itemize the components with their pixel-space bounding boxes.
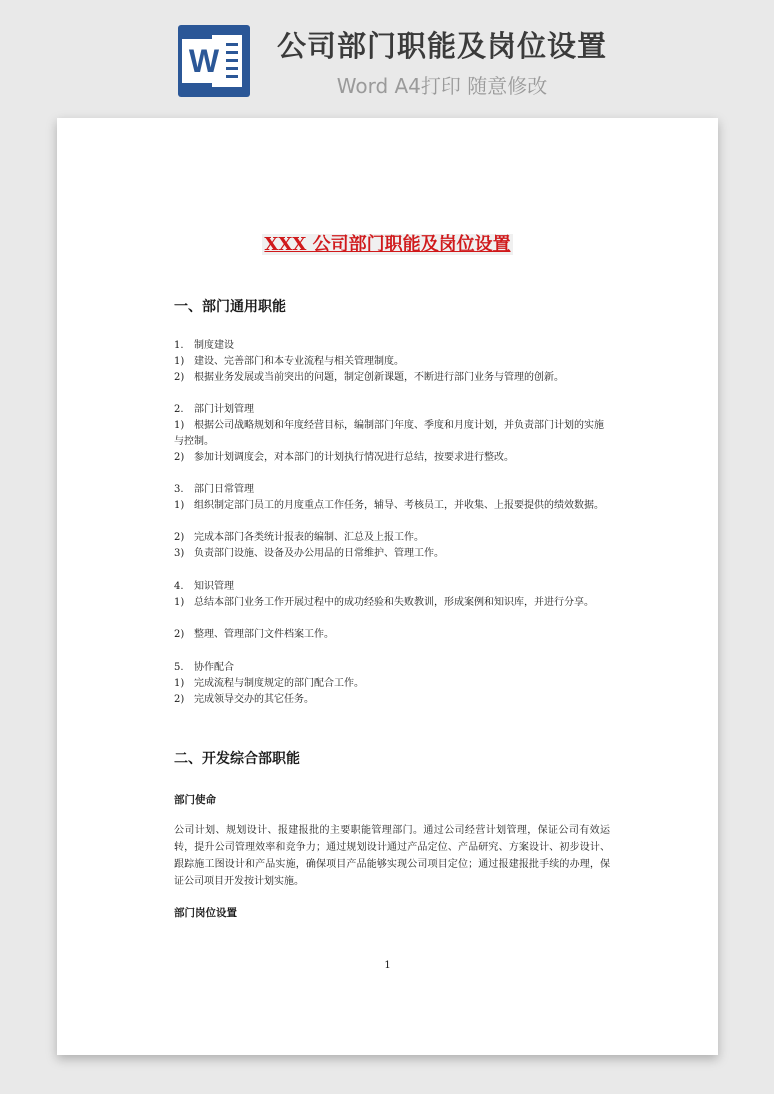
group-title xyxy=(174,402,610,418)
item-text: 建设、完善部门和本专业流程与相关管理制度。 xyxy=(194,356,404,367)
word-icon-letter: W xyxy=(182,39,226,83)
list-item xyxy=(174,676,610,692)
item-text: 组织制定部门员工的月度重点工作任务，辅导、考核员工，并收集、上报要提供的绩效数据。 xyxy=(194,500,604,511)
mission-text: 公司计划、规划设计、报建报批的主要职能管理部门。通过公司经营计划管理，保证公司有效运转，提升公司管理效率和竞争力；通过规划设计通过产品定位、产品研究、方案设计、初步设计、跟踪施工图设计和产品实施，确保项目产品能够实现公司项目定位；通过报建报批手续的办理，保证公司项目开发按计划实施。 xyxy=(174,825,610,887)
item-number: 2) xyxy=(174,532,185,543)
item-number: 1) xyxy=(174,500,185,511)
group-number: 1. xyxy=(174,340,184,351)
document-title xyxy=(57,230,718,256)
group-number: 4. xyxy=(174,581,184,592)
list-item xyxy=(174,692,610,708)
document-page xyxy=(57,118,718,1055)
posts-heading: 部门岗位设置 xyxy=(174,907,237,919)
group-title-text: 部门日常管理 xyxy=(194,484,254,495)
section1-heading: 一、部门通用职能 xyxy=(174,299,286,315)
list-item xyxy=(174,530,610,546)
group-number: 3. xyxy=(174,484,184,495)
section2-heading: 二、开发综合部职能 xyxy=(174,751,300,767)
item-text: 总结本部门业务工作开展过程中的成功经验和失败教训，形成案例和知识库，并进行分享。 xyxy=(194,597,594,608)
item-number: 2) xyxy=(174,372,185,383)
banner-title: 公司部门职能及岗位设置 xyxy=(276,29,607,63)
item-text: 负责部门设施、设备及办公用品的日常维护、管理工作。 xyxy=(194,548,444,559)
item-text: 根据业务发展或当前突出的问题，制定创新课题，不断进行部门业务与管理的创新。 xyxy=(194,372,564,383)
list-item xyxy=(174,370,610,386)
group-title-text: 制度建设 xyxy=(194,340,234,351)
item-text: 完成流程与制度规定的部门配合工作。 xyxy=(194,678,364,689)
item-number: 2) xyxy=(174,694,185,705)
group-title xyxy=(174,660,610,676)
group-number: 2. xyxy=(174,404,184,415)
item-number: 1) xyxy=(174,678,185,689)
group-title-text: 部门计划管理 xyxy=(194,404,254,415)
group-title xyxy=(174,482,610,498)
item-number: 3) xyxy=(174,548,185,559)
list-item xyxy=(174,546,610,562)
mission-heading: 部门使命 xyxy=(174,794,216,806)
banner-subtitle: Word A4打印 随意修改 xyxy=(336,74,548,98)
list-item xyxy=(174,354,610,370)
document-title-text: XXX 公司部门职能及岗位设置 xyxy=(264,234,511,255)
word-icon xyxy=(178,25,250,97)
page-number: 1 xyxy=(384,960,391,971)
item-number: 2) xyxy=(174,629,185,640)
item-number: 2) xyxy=(174,452,185,463)
item-text: 根据公司战略规划和年度经营目标，编制部门年度、季度和月度计划，并负责部门计划的实施与控制。 xyxy=(174,420,604,447)
list-item xyxy=(174,627,610,643)
item-text: 参加计划调度会，对本部门的计划执行情况进行总结，按要求进行整改。 xyxy=(194,452,514,463)
item-text: 完成本部门各类统计报表的编制、汇总及上报工作。 xyxy=(194,532,424,543)
list-item xyxy=(174,498,610,514)
item-text: 整理、管理部门文件档案工作。 xyxy=(194,629,334,640)
group-title-text: 知识管理 xyxy=(194,581,234,592)
banner xyxy=(0,0,774,118)
list-item xyxy=(174,450,610,466)
list-item xyxy=(174,595,610,611)
group-title-text: 协作配合 xyxy=(194,662,234,673)
group-title xyxy=(174,338,610,354)
item-text: 完成领导交办的其它任务。 xyxy=(194,694,314,705)
item-number: 1) xyxy=(174,420,185,431)
item-number: 1) xyxy=(174,356,185,367)
group-title xyxy=(174,579,610,595)
list-item xyxy=(174,418,610,450)
group-number: 5. xyxy=(174,662,184,673)
item-number: 1) xyxy=(174,597,185,608)
